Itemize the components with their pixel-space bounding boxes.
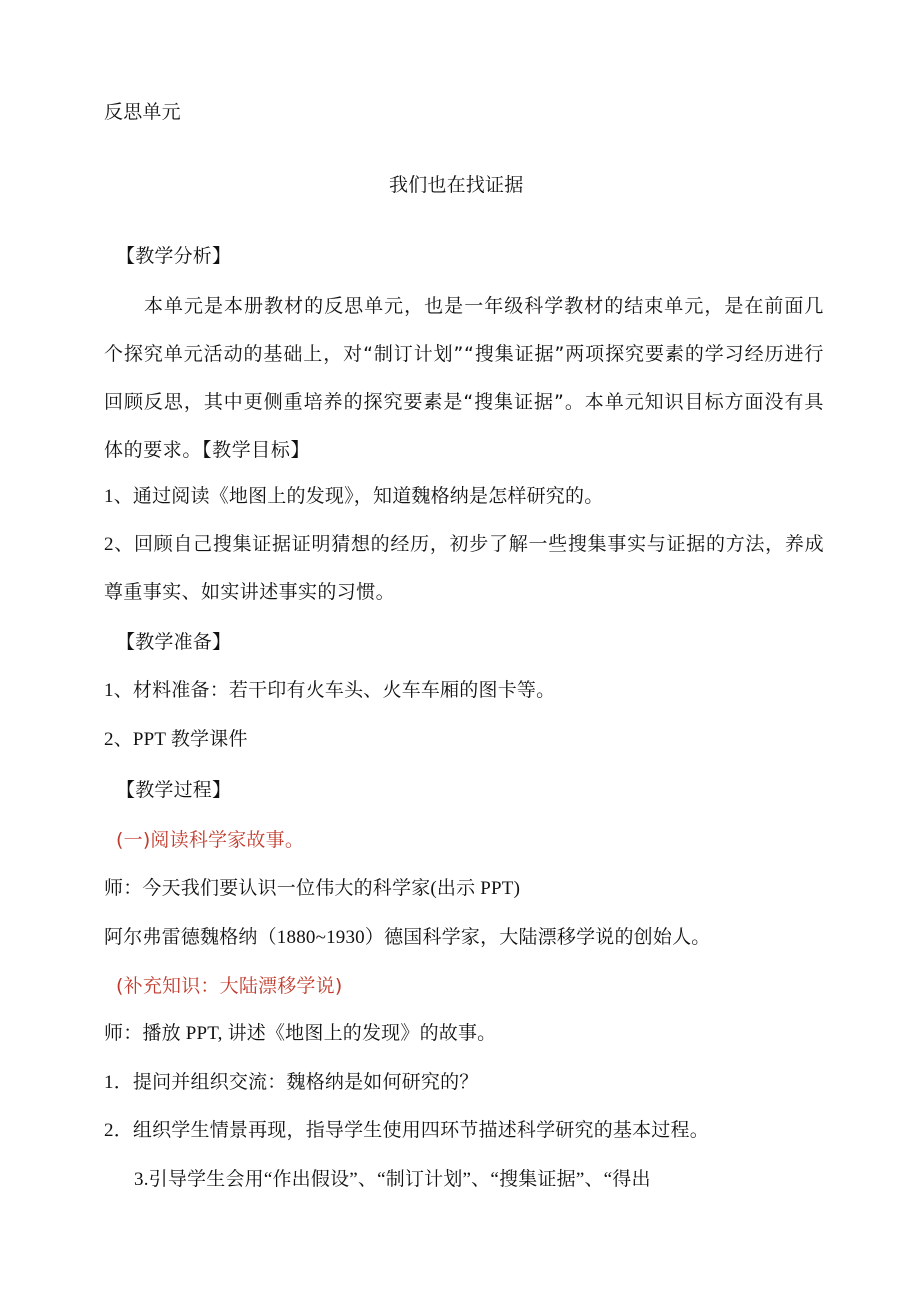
- list-item-3: 3.引导学生会用“作出假设”、“制订计划”、“搜集证据”、“得出: [134, 1169, 651, 1190]
- page-title: 我们也在找证据: [389, 174, 524, 196]
- prep-1: 1、材料准备：若干印有火车头、火车车厢的图卡等。: [104, 680, 556, 701]
- unit-label: 反思单元: [104, 101, 181, 123]
- list-item-1: 1．提问并组织交流：魏格纳是如何研究的？: [104, 1072, 479, 1093]
- analysis-heading: 【教学分析】: [116, 245, 232, 267]
- step-1-heading: (一)阅读科学家故事。: [116, 829, 305, 851]
- scientist-intro: 阿尔弗雷德魏格纳（1880~1930）德国科学家，大陆漂移学说的创始人。: [104, 927, 711, 948]
- prep-2: 2、PPT 教学课件: [104, 729, 248, 750]
- goal-1: 1、通过阅读《地图上的发现》，知道魏格纳是怎样研究的。: [104, 486, 604, 507]
- teacher-line-1: 师：今天我们要认识一位伟大的科学家(出示 PPT): [104, 878, 521, 899]
- teacher-line-2: 师：播放 PPT, 讲述《地图上的发现》的故事。: [104, 1023, 497, 1044]
- list-item-2: 2．组织学生情景再现，指导学生使用四环节描述科学研究的基本过程。: [104, 1120, 709, 1141]
- prep-heading: 【教学准备】: [116, 631, 232, 653]
- analysis-paragraph: 本单元是本册教材的反思单元，也是一年级科学教材的结束单元，是在前面几个探究单元活动的基础上，对“制订计划”“搜集证据”两项探究要素的学习经历进行回顾反思，其中更侧重培养的探究要素是“搜集证据”。本单元知识目标方面没有具体的要求。【教学目标】: [104, 295, 824, 461]
- goal-2: 2、回顾自己搜集证据证明猜想的经历，初步了解一些搜集事实与证据的方法，养成尊重事实、如实讲述事实的习惯。: [104, 534, 824, 603]
- process-heading: 【教学过程】: [116, 779, 232, 801]
- supplement-note: (补充知识：大陆漂移学说): [116, 975, 343, 997]
